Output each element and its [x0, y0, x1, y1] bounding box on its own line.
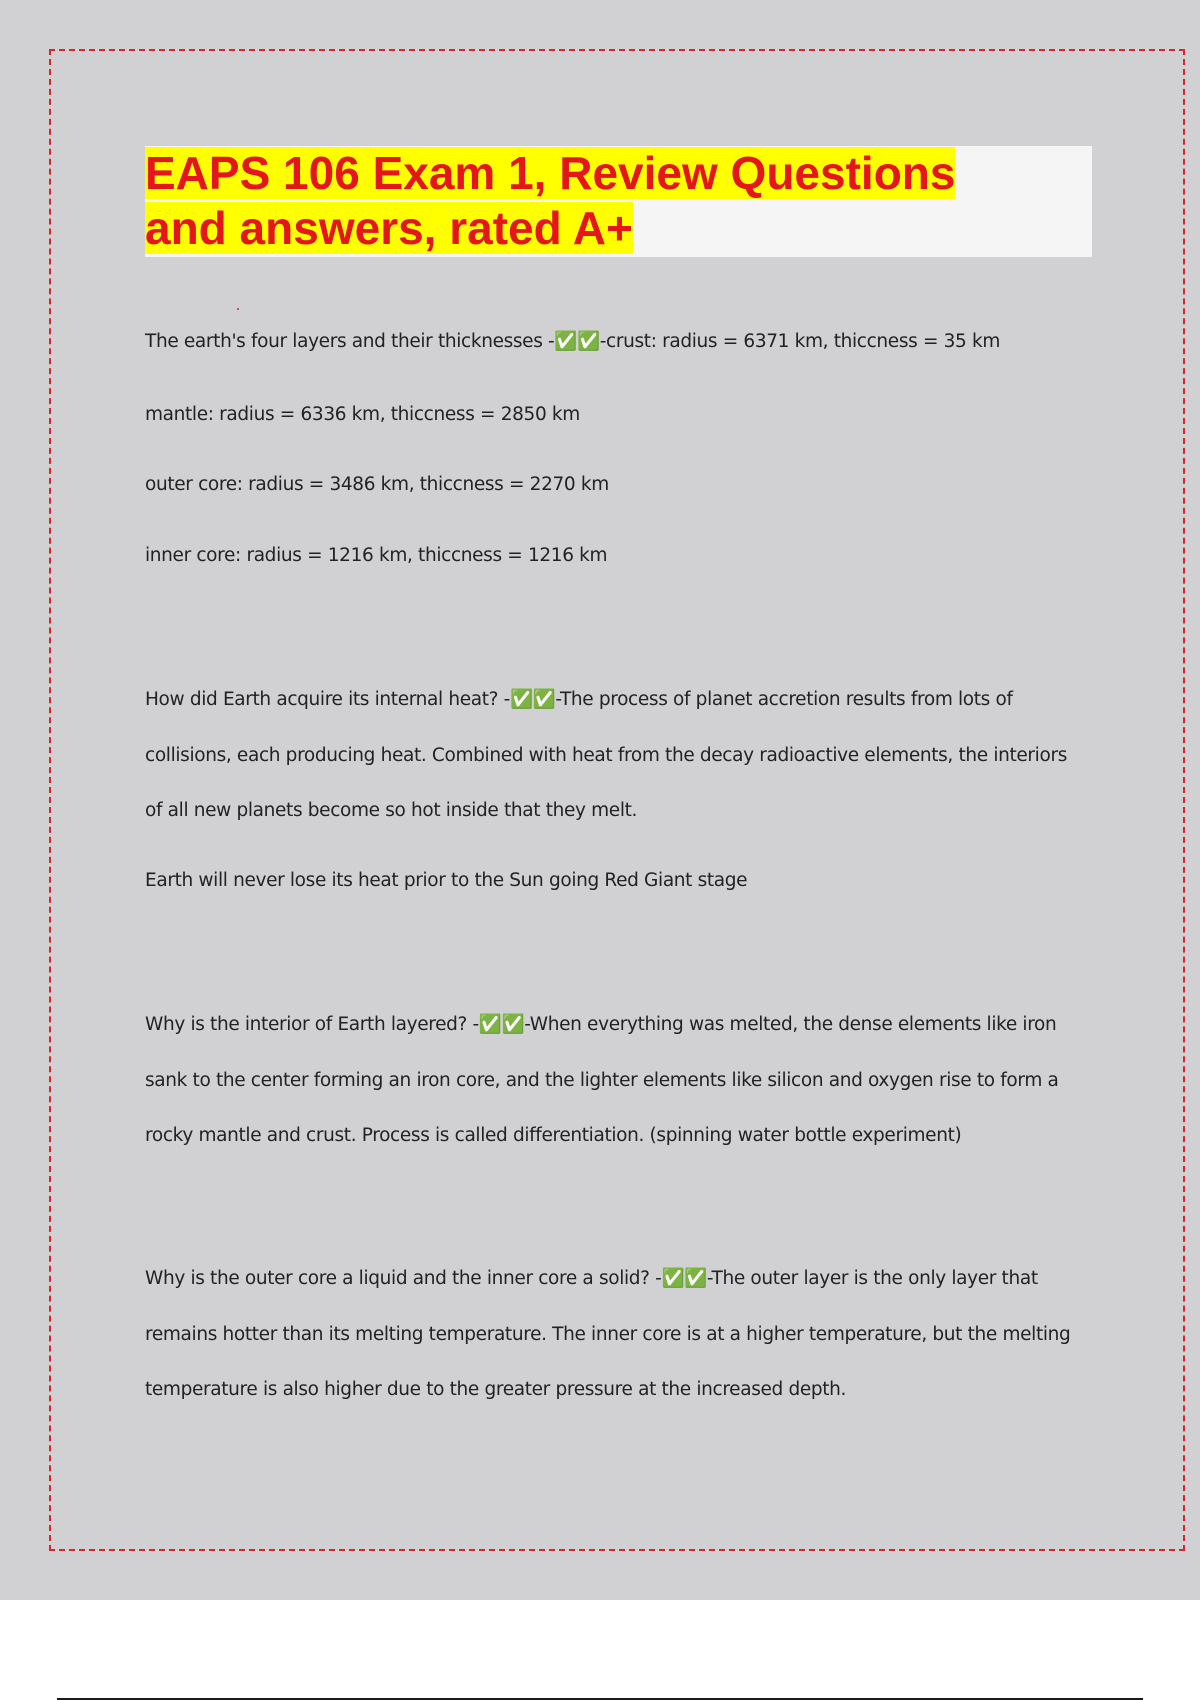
document-title	[145, 146, 1005, 256]
qa-2-line-3: of all new planets become so hot inside that they melt.	[145, 800, 638, 821]
qa-4-line-1: Why is the outer core a liquid and the inner core a solid? -✅✅-The outer layer is the only layer that	[145, 1268, 1038, 1289]
title-line-1: EAPS 106 Exam 1, Review Questions	[145, 147, 956, 199]
qa-4-line-2: remains hotter than its melting temperature. The inner core is at a higher temperature, but the melting	[145, 1324, 1071, 1345]
qa-2-line-4: Earth will never lose its heat prior to the Sun going Red Giant stage	[145, 870, 748, 891]
qa-4-line-3: temperature is also higher due to the greater pressure at the increased depth.	[145, 1379, 847, 1400]
qa-1-line-4: inner core: radius = 1216 km, thiccness = 1216 km	[145, 545, 608, 566]
qa-1-line-1: The earth's four layers and their thicknesses -✅✅-crust: radius = 6371 km, thiccness = 35 km	[145, 331, 1001, 352]
qa-1-line-3: outer core: radius = 3486 km, thiccness = 2270 km	[145, 474, 609, 495]
stray-dot	[237, 308, 239, 310]
qa-3-line-2: sank to the center forming an iron core, and the lighter elements like silicon and oxygen rise to form a	[145, 1070, 1059, 1091]
title-line-2: and answers, rated A+	[145, 202, 633, 254]
qa-2-line-1: How did Earth acquire its internal heat? -✅✅-The process of planet accretion results from lots of	[145, 689, 1013, 710]
qa-3-line-1: Why is the interior of Earth layered? -✅✅-When everything was melted, the dense elements like iron	[145, 1014, 1057, 1035]
qa-1-line-2: mantle: radius = 6336 km, thiccness = 2850 km	[145, 404, 580, 425]
qa-3-line-3: rocky mantle and crust. Process is called differentiation. (spinning water bottle experiment)	[145, 1125, 962, 1146]
qa-2-line-2: collisions, each producing heat. Combined with heat from the decay radioactive elements, the interiors	[145, 745, 1067, 766]
